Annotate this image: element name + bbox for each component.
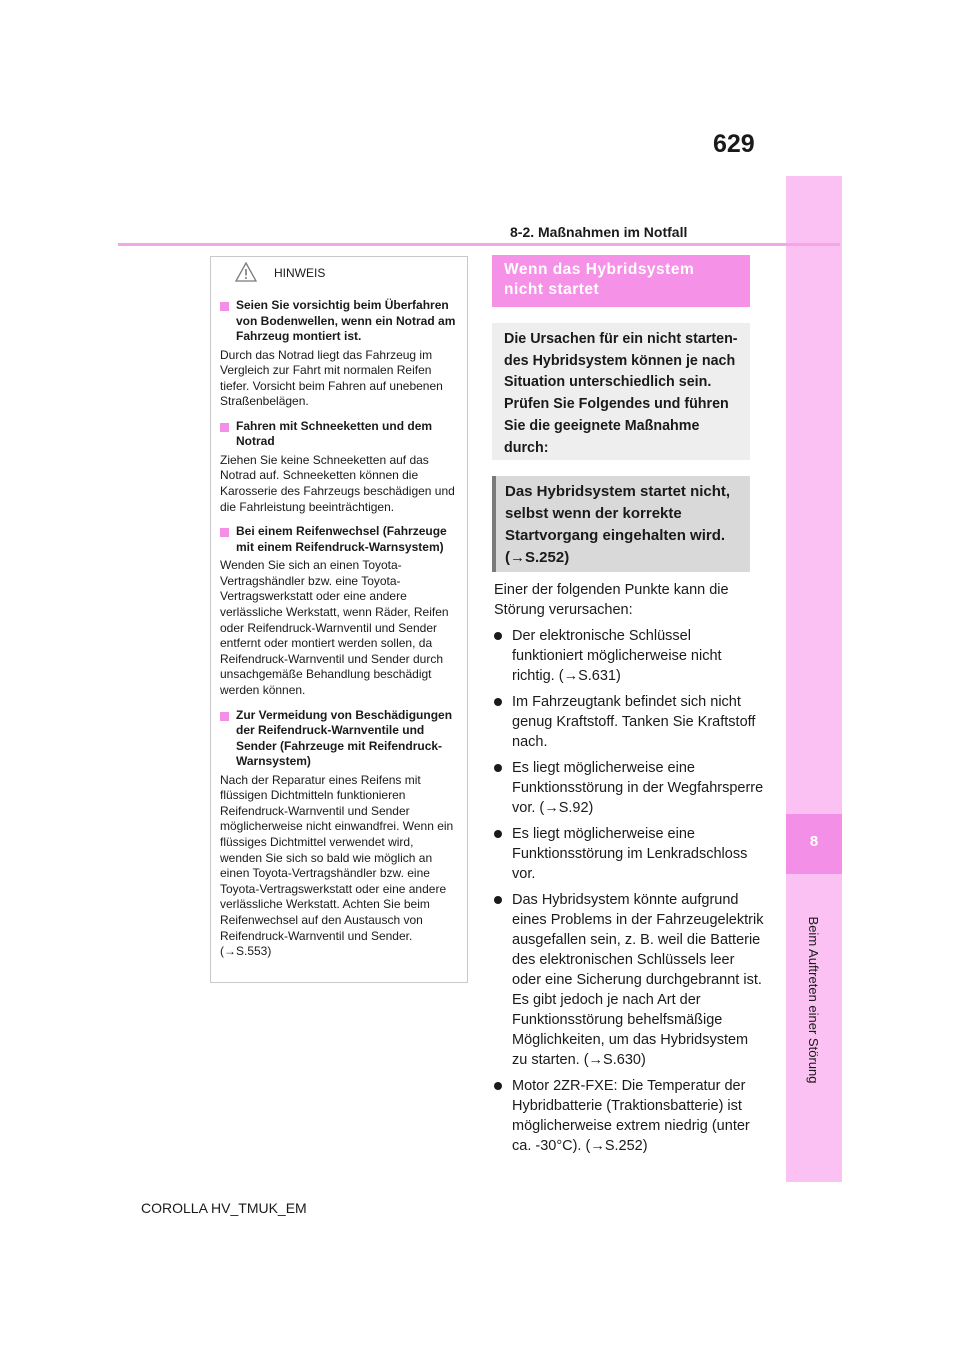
note-header [220,257,458,289]
footer-model: COROLLA HV_TMUK_EM [141,1200,307,1216]
list-item: Im Fahrzeugtank befindet sich nicht genug Kraftstoff. Tanken Sie Kraftstoff nach. [494,692,764,752]
list-item: Motor 2ZR-FXE: Die Temperatur der Hybridbatterie (Traktionsbatterie) ist möglicherweise extrem niedrig (unter ca. -30°C). (→S.252) [494,1076,764,1156]
lead-paragraph: Einer der folgenden Punkte kann die Störung verursachen: [494,582,729,618]
chapter-title: Beim Auftreten einer Störung [806,916,821,1084]
section-heading: Wenn das Hybridsystem nicht startet [492,255,750,307]
note-item-heading: Fahren mit Schneeketten und dem Notrad [220,419,458,450]
list-item: Es liegt möglicherweise eine Funktionsstörung im Lenkradschloss vor. [494,824,764,884]
note-item [220,298,458,410]
note-item [220,419,458,515]
note-item-heading: Bei einem Reifenwechsel (Fahrzeuge mit einem Reifendruck-Warnsystem) [220,524,458,555]
cause-list [494,626,764,1156]
note-item-body: Ziehen Sie keine Schneeketten auf das Notrad auf. Schneeketten können die Karosserie des Fahrzeugs beschädigen und die Fahrleistung beeinträchtigen. [220,452,455,514]
note-item [220,524,458,698]
page-number: 629 [713,130,755,158]
header-divider [118,243,840,246]
list-item: Der elektronische Schlüssel funktioniert möglicherweise nicht richtig. (→S.631) [494,626,764,686]
note-item-heading: Seien Sie vorsichtig beim Überfahren von Bodenwellen, wenn ein Notrad am Fahrzeug montiert ist. [220,298,458,345]
section-title: 8-2. Maßnahmen im Notfall [510,224,688,240]
note-item-body: Wenden Sie sich an einen Toyota-Vertragshändler bzw. eine Toyota-Vertragswerkstatt oder eine andere verlässliche Werkstatt, wenn Räder, Reifen oder Reifendruck-Warnventil und Sender entfernt oder montiert werden sollen, da Reifendruck-Warnventil und Sender durch unsachgemäße Behandlung beschädigt werden können. [220,558,449,697]
intro-box: Die Ursachen für ein nicht starten-des Hybridsystem können je nach Situation unterschiedlich sein. Prüfen Sie Folgendes und führen Sie die geeignete Maßnahme durch: [492,323,750,460]
note-item [220,708,458,960]
note-item-body: Durch das Notrad liegt das Fahrzeug im Vergleich zur Fahrt mit normalen Reifen tiefer. Vorsicht beim Fahren auf unebenen Straßenbelägen. [220,347,443,409]
note-box [210,256,468,983]
note-item-body: Nach der Reparatur eines Reifens mit flüssigen Dichtmitteln funktionieren Reifendruck-Warnventil und Sender möglicherweise nicht einwandfrei. Wenn ein flüssiges Dichtmittel verwendet wird, wenden Sie sich so bald wie möglich an einen Toyota-Vertragshändler bzw. eine Toyota-Vertragswerkstatt oder eine andere verlässliche Werkstatt. Achten Sie beim Reifenwechsel auf den Austausch von Reifendruck-Warnventil und Sender. (→S.553) [220,772,454,959]
note-item-heading: Zur Vermeidung von Beschädigungen der Reifendruck-Warnventile und Sender (Fahrzeuge mit Reifendruck-Warnsystem) [220,708,458,770]
main-text [494,580,764,1162]
list-item: Das Hybridsystem könnte aufgrund eines Problems in der Fahrzeugelektrik ausgefallen sein, z. B. weil die Batterie des elektronischen Schlüssels leer oder eine Sicherung durchgebrannt ist. Es gibt jedoch je nach Art der Funktionsstörung behelfsmäßige Möglichkeiten, um das Hybridsystem zu starten. (→S.630) [494,890,764,1070]
chapter-number: 8 [809,833,819,850]
subsection-heading: Das Hybridsystem startet nicht, selbst wenn der korrekte Startvorgang eingehalten wird. (→S.252) [492,476,750,572]
list-item: Es liegt möglicherweise eine Funktionsstörung in der Wegfahrsperre vor. (→S.92) [494,758,764,818]
warning-triangle-icon [235,262,257,282]
note-label: HINWEIS [274,266,326,280]
